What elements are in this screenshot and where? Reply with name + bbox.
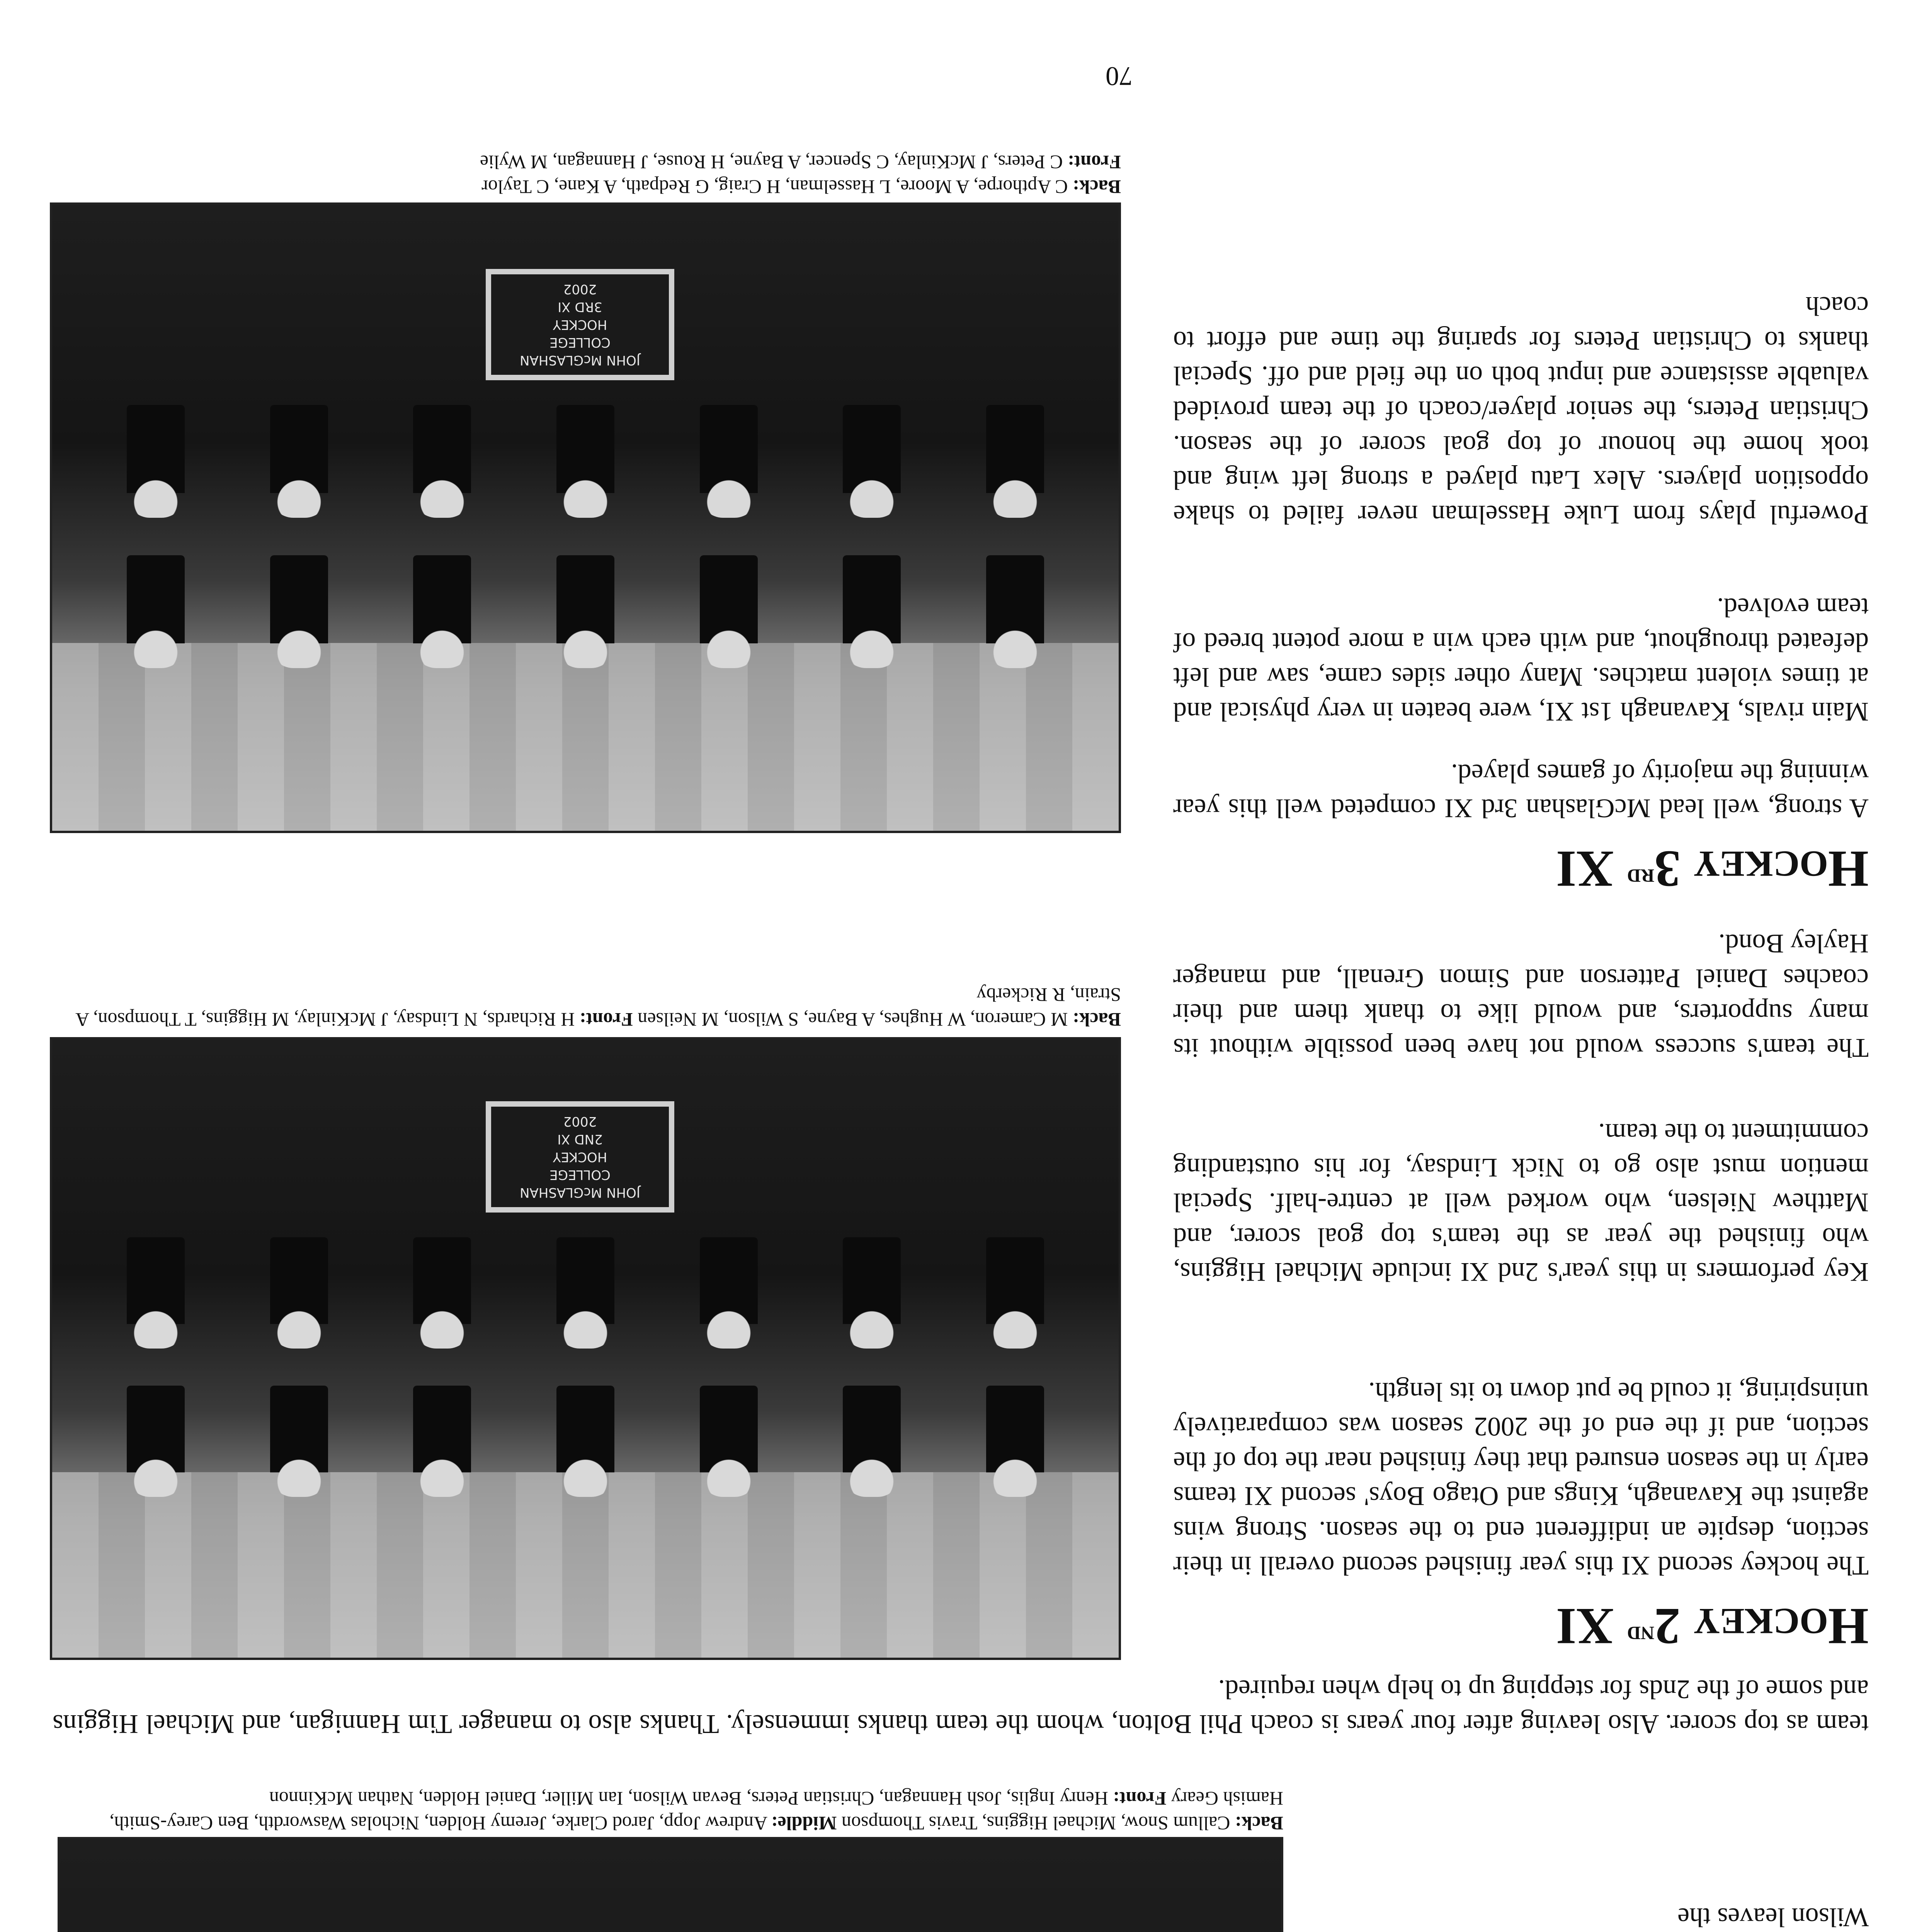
caption-label: Front: [579, 1009, 633, 1031]
second-xi-para1: The hockey second XI this year finished second overall in their section, despite an indifferent end to the season. Strong wins against the Kavanagh, Kings and Otago Boys' second XI teams early in the season ensured that they finished near the top of the section, and if the end of the 2002 season was comparatively uninspiring, it could be put down to its length. [1173, 1377, 1869, 1580]
caption-back-names: Callum Snow, Michael Higgins, Travis Thompson [841, 1813, 1230, 1834]
second-xi-photo-background [52, 1472, 1119, 1658]
caption-front-names: C Peters, J McKinlay, C Spencer, A Bayne, H Rouse, J Hannagan, M Wylie [480, 151, 1063, 173]
third-xi-para3: Powerful plays from Luke Hasselman never failed to shake opposition players. Alex Latu played a strong left wing and took home the honour of top goal scorer of the season. Christian Peters, the senior player/coach of the team provided valuable assistance and input both on the field and off. Special thanks to Christian Peters for sparing the time and effort to coach [1173, 291, 1869, 529]
second-xi-photo-plaque [486, 1101, 674, 1213]
caption-middle-names: Andrew Jopp, Jarod Clarke, Jeremy Holden, Nicholas Waswordth, Ben Carey-Smith, Hamish Geary [109, 1788, 1283, 1834]
third-xi-heading [1556, 839, 1869, 899]
caption-label: Front: [1068, 151, 1121, 173]
plaque-line: JOHN McGLASHAN [520, 352, 640, 368]
plaque-line: JOHN McGLASHAN [520, 1185, 640, 1200]
plaque-line: HOCKEY [553, 1149, 607, 1165]
second-xi-heading-tail: XI [1556, 1597, 1627, 1655]
third-xi-photo-background [52, 643, 1119, 831]
plaque-line: COLLEGE [549, 1167, 611, 1182]
caption-front-names: Henry Inglis, Josh Hannagan, Christian Peters, Bevan Wilson, Ian Miller, Daniel Holden, Nathan McKinnon [269, 1788, 1108, 1810]
third-xi-heading-main: Hockey 3 [1654, 840, 1869, 898]
third-xi-team-photo [50, 202, 1121, 833]
third-xi-para1: A strong, well lead McGlashan 3rd XI competed well this year winning the majority of games played. [1173, 759, 1869, 823]
third-xi-para2: Main rivals, Kavanagh 1st XI, were beaten in very physical and at times violent matches. Many other sides came, saw and left defeated throughout, and with each win a more potent breed of team evolved. [1173, 592, 1869, 726]
plaque-line: 3RD XI [558, 299, 602, 315]
third-xi-photo-front-row [84, 405, 1087, 518]
third-xi-photo-back-row [84, 555, 1087, 668]
first-xi-team-photo [58, 1837, 1283, 1932]
page-number: 70 [1106, 61, 1133, 91]
first-xi-para3: Wilson leaves the [1677, 1902, 1869, 1932]
second-xi-photo-back-row [84, 1386, 1087, 1497]
second-xi-para2: Key performers in this year's 2nd XI include Michael Higgins, who finished the year as the team's top goal scorer, and Matthew Nielsen, who worked well at centre-half. Special mention must also go to Nick Lindsay, for his outstanding commitment to the team. [1173, 1118, 1869, 1287]
first-xi-para3-continued: team as top scorer. Also leaving after four years is coach Phil Bolton, whom the team thanks immensely. Thanks also to manager Tim Hannigan, and Michael Higgins and some of the 2nds for stepping up to help when required. [53, 1674, 1869, 1739]
caption-front-names: H Richards, N Lindsay, J McKinlay, M Higgins, T Thompson, A Strain, R Rickerby [76, 984, 1121, 1031]
second-xi-caption [54, 983, 1121, 1032]
caption-label: Back: [1073, 176, 1121, 198]
first-xi-caption [54, 1786, 1283, 1836]
caption-label: Front: [1113, 1788, 1167, 1810]
second-xi-heading [1556, 1596, 1869, 1656]
second-xi-heading-sup: nd [1627, 1621, 1655, 1650]
second-xi-photo-front-row [84, 1237, 1087, 1349]
caption-back-names: C Apthorpe, A Moore, L Hasselman, H Craig, G Redpath, A Kane, C Taylor [481, 176, 1068, 198]
second-xi-heading-main: Hockey 2 [1654, 1597, 1869, 1655]
plaque-line: HOCKEY [553, 316, 607, 332]
caption-label: Back: [1235, 1813, 1283, 1834]
third-xi-caption [54, 150, 1121, 199]
second-xi-team-photo [50, 1037, 1121, 1660]
caption-label: Back: [1073, 1009, 1121, 1031]
second-xi-para3: The team's success would not have been possible without its many supporters, and would like to thank them and their coaches Daniel Patterson and Simon Grenall, and manager Hayley Bond. [1173, 929, 1869, 1063]
third-xi-heading-sup: rd [1627, 863, 1655, 893]
plaque-line: COLLEGE [549, 334, 611, 350]
plaque-line: 2002 [563, 1114, 597, 1129]
caption-label: Middle: [771, 1813, 837, 1834]
caption-back-names: M Cameron, W Hughes, A Bayne, S Wilson, M Neilsen [638, 1009, 1068, 1031]
plaque-line: 2002 [563, 281, 597, 297]
plaque-line: 2ND XI [557, 1131, 603, 1147]
third-xi-photo-plaque [486, 269, 674, 380]
third-xi-heading-tail: XI [1556, 840, 1627, 898]
